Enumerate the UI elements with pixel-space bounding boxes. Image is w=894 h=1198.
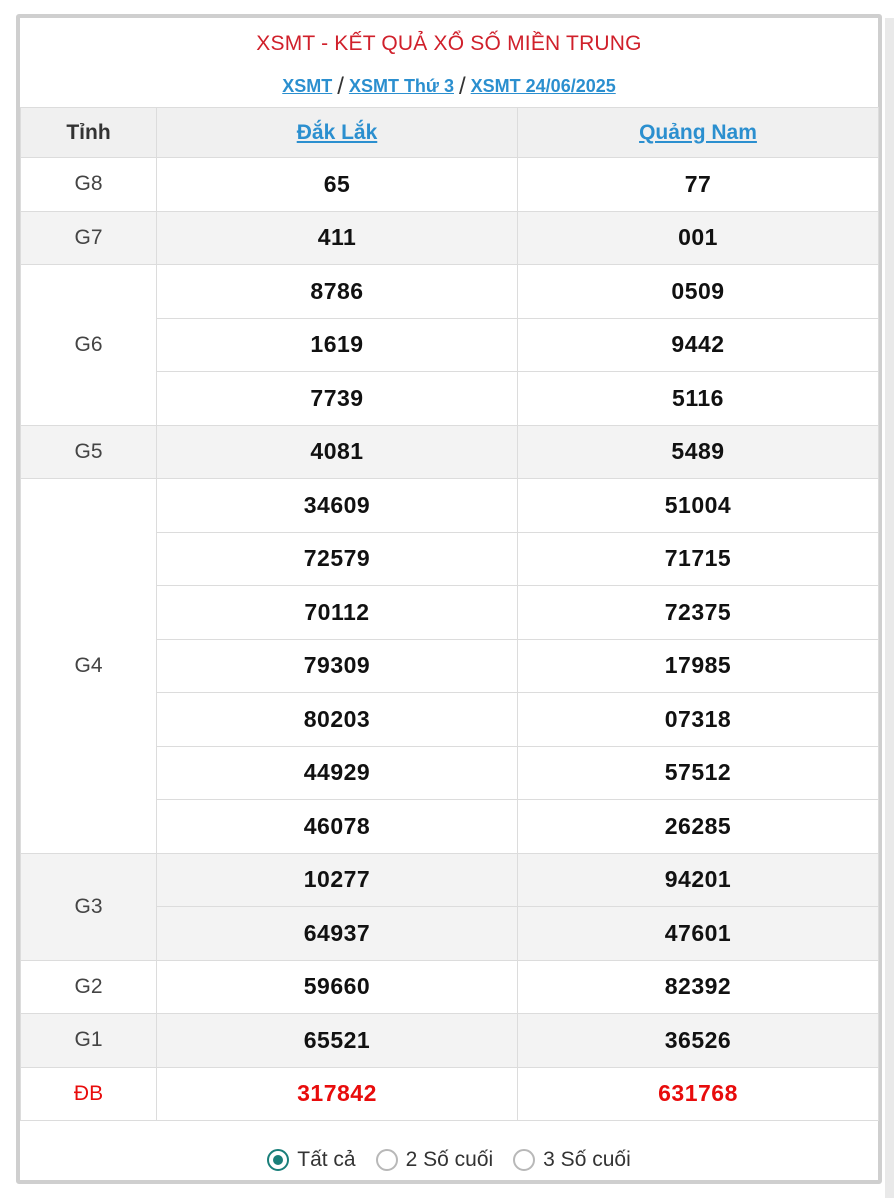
- table-row: [21, 1014, 879, 1068]
- page-edge-shadow: [885, 18, 894, 1198]
- prize-label: G8: [21, 158, 157, 212]
- result-number-dak-lak: 4081: [157, 425, 518, 479]
- result-number-dak-lak: 59660: [157, 960, 518, 1014]
- digit-filter: [20, 1135, 878, 1184]
- province-link-quang-nam[interactable]: Quảng Nam: [639, 120, 757, 144]
- result-number-quang-nam: 9442: [518, 318, 879, 372]
- filter-label: 3 Số cuối: [543, 1147, 631, 1171]
- prize-label: G5: [21, 425, 157, 479]
- breadcrumb-separator: /: [337, 73, 344, 100]
- table-row: [21, 853, 879, 907]
- result-number-dak-lak: 65: [157, 158, 518, 212]
- province-header-quang-nam: [518, 108, 879, 158]
- radio-empty-icon[interactable]: [376, 1149, 398, 1171]
- filter-option-all[interactable]: [267, 1148, 355, 1172]
- result-number-dak-lak: 34609: [157, 479, 518, 533]
- prize-label: G7: [21, 211, 157, 265]
- breadcrumb: [20, 71, 878, 99]
- results-body: [21, 158, 879, 1121]
- filter-option-last-3[interactable]: [513, 1148, 631, 1172]
- table-row: [21, 960, 879, 1014]
- table-row: [21, 425, 879, 479]
- prize-label: G2: [21, 960, 157, 1014]
- result-number-quang-nam: 57512: [518, 746, 879, 800]
- prize-label: G3: [21, 853, 157, 960]
- result-number-quang-nam: 51004: [518, 479, 879, 533]
- table-row: [21, 158, 879, 212]
- prize-label: G4: [21, 479, 157, 854]
- prize-label: G6: [21, 265, 157, 426]
- result-number-quang-nam: 5489: [518, 425, 879, 479]
- result-number-dak-lak: 10277: [157, 853, 518, 907]
- radio-selected-icon[interactable]: [267, 1149, 289, 1171]
- result-number-dak-lak: 72579: [157, 532, 518, 586]
- result-number-dak-lak: 317842: [157, 1067, 518, 1121]
- result-number-dak-lak: 8786: [157, 265, 518, 319]
- results-table: [20, 107, 879, 1121]
- result-number-dak-lak: 46078: [157, 800, 518, 854]
- result-number-dak-lak: 80203: [157, 693, 518, 747]
- result-number-quang-nam: 0509: [518, 265, 879, 319]
- radio-empty-icon[interactable]: [513, 1149, 535, 1171]
- result-number-quang-nam: 36526: [518, 1014, 879, 1068]
- breadcrumb-separator: /: [458, 73, 466, 100]
- breadcrumb-xsmt[interactable]: XSMT: [282, 76, 333, 96]
- result-number-dak-lak: 411: [157, 211, 518, 265]
- prize-label: G1: [21, 1014, 157, 1068]
- table-row: [21, 211, 879, 265]
- filter-option-last-2[interactable]: [376, 1148, 494, 1172]
- result-number-quang-nam: 77: [518, 158, 879, 212]
- filter-label: Tất cả: [297, 1147, 356, 1171]
- province-link-dak-lak[interactable]: Đắk Lắk: [296, 120, 378, 144]
- result-number-dak-lak: 70112: [157, 586, 518, 640]
- breadcrumb-xsmt-date[interactable]: XSMT 24/06/2025: [470, 76, 616, 96]
- results-panel: [16, 14, 882, 1184]
- province-column-header: Tỉnh: [21, 108, 157, 158]
- result-number-quang-nam: 631768: [518, 1067, 879, 1121]
- table-row: [21, 265, 879, 319]
- table-row: [21, 1067, 879, 1121]
- result-number-quang-nam: 72375: [518, 586, 879, 640]
- result-number-quang-nam: 71715: [518, 532, 879, 586]
- page-title: XSMT - KẾT QUẢ XỔ SỐ MIỀN TRUNG: [256, 32, 642, 55]
- result-number-quang-nam: 001: [518, 211, 879, 265]
- result-number-quang-nam: 5116: [518, 372, 879, 426]
- result-number-dak-lak: 7739: [157, 372, 518, 426]
- result-number-dak-lak: 64937: [157, 907, 518, 961]
- results-header: [20, 18, 878, 107]
- prize-label: ĐB: [21, 1067, 157, 1121]
- result-number-dak-lak: 44929: [157, 746, 518, 800]
- province-header-dak-lak: [157, 108, 518, 158]
- result-number-dak-lak: 79309: [157, 639, 518, 693]
- table-header-row: [21, 108, 879, 158]
- result-number-dak-lak: 1619: [157, 318, 518, 372]
- result-number-quang-nam: 17985: [518, 639, 879, 693]
- table-row: [21, 479, 879, 533]
- result-number-quang-nam: 94201: [518, 853, 879, 907]
- result-number-quang-nam: 07318: [518, 693, 879, 747]
- result-number-quang-nam: 26285: [518, 800, 879, 854]
- result-number-quang-nam: 82392: [518, 960, 879, 1014]
- filter-label: 2 Số cuối: [405, 1147, 494, 1171]
- result-number-dak-lak: 65521: [157, 1014, 518, 1068]
- breadcrumb-xsmt-thu-3[interactable]: XSMT Thứ 3: [348, 76, 454, 96]
- result-number-quang-nam: 47601: [518, 907, 879, 961]
